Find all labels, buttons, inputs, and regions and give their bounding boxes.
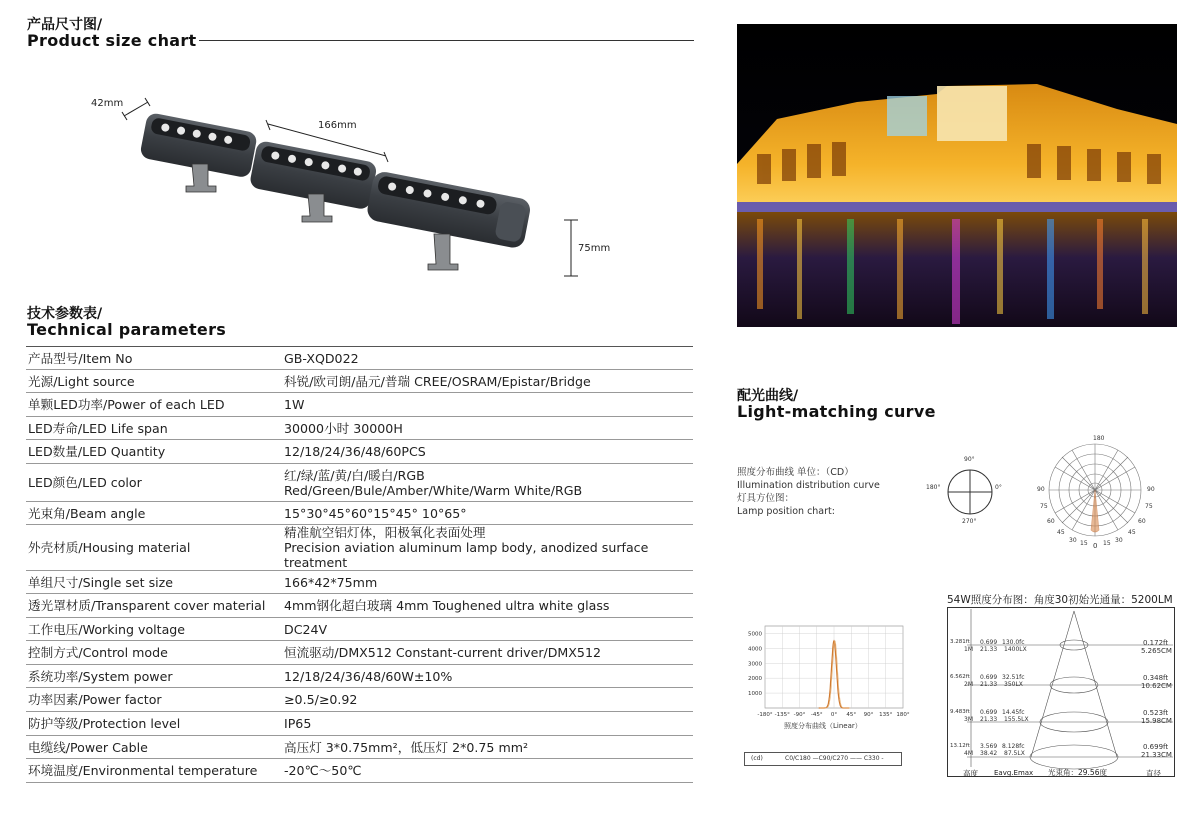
- cone-height-m: 1M: [964, 646, 973, 653]
- polar-label: 30: [1115, 537, 1123, 544]
- param-value: 红/绿/蓝/黄/白/暖白/RGB: [284, 467, 425, 483]
- table-row: [26, 712, 693, 736]
- cone-emax: 21.33: [980, 681, 998, 688]
- param-key: 外壳材质/Housing material: [26, 525, 282, 571]
- param-key: 工作电压/Working voltage: [26, 618, 282, 641]
- cone-emax: 21.33: [980, 716, 998, 723]
- param-key: 透光罩材质/Transparent cover material: [26, 594, 282, 618]
- cone-height-m: 3M: [964, 716, 973, 723]
- application-photo: [737, 24, 1177, 327]
- x-tick-label: -90°: [793, 712, 806, 718]
- table-row: [26, 665, 693, 688]
- cone-height-ft: 3.281ft: [950, 639, 970, 645]
- table-row: [26, 370, 693, 393]
- cone-height-ft: 6.562ft: [950, 674, 970, 680]
- cone-emax: 21.33: [980, 646, 998, 653]
- dim-height: 75mm: [578, 243, 611, 254]
- param-value: 高压灯 3*0.75mm²，低压灯 2*0.75 mm²: [282, 736, 693, 759]
- param-value: 科锐/欧司朗/晶元/普瑞 CREE/OSRAM/Epistar/Bridge: [282, 370, 693, 393]
- param-value: 12/18/24/36/48/60PCS: [282, 440, 693, 464]
- cone-height-ft: 9.483ft: [950, 709, 970, 715]
- param-value: 1W: [282, 393, 693, 417]
- param-value: 12/18/24/36/48/60W±10%: [282, 665, 693, 688]
- table-row: [26, 440, 693, 464]
- param-value: 4mm钢化超白玻璃 4mm Toughened ultra white glass: [282, 594, 693, 618]
- param-key: 防护等级/Protection level: [26, 712, 282, 736]
- param-key: 产品型号/Item No: [26, 347, 282, 370]
- legend-series: C0/C180 —C90/C270 —— C330 -: [785, 755, 884, 762]
- polar-label: 15: [1080, 540, 1088, 547]
- linear-legend-box: [744, 752, 902, 766]
- cone-foot-dia: 直径: [1146, 769, 1161, 778]
- cone-fc: 8.128fc: [1002, 743, 1025, 750]
- curve-title-cn: 配光曲线/: [737, 388, 799, 404]
- table-row: [26, 759, 693, 783]
- y-tick-label: 1000: [748, 691, 762, 698]
- legend-unit: (cd): [751, 755, 763, 762]
- param-value: 15°30°45°60°15°45° 10°65°: [282, 502, 693, 525]
- table-row: [26, 347, 693, 370]
- y-tick-label: 2000: [748, 676, 762, 683]
- cone-emax: 38.42: [980, 750, 998, 757]
- curve-title-en: Light-matching curve: [737, 402, 936, 421]
- param-key: 单组尺寸/Single set size: [26, 571, 282, 594]
- param-key: 电缆线/Power Cable: [26, 736, 282, 759]
- legend-line: 灯具方位图：: [737, 493, 795, 504]
- param-key: 控制方式/Control mode: [26, 641, 282, 665]
- y-tick-label: 5000: [748, 631, 762, 638]
- compass-label: 90°: [964, 456, 975, 463]
- param-key: 光源/Light source: [26, 370, 282, 393]
- polar-label: 60: [1047, 518, 1055, 525]
- table-row: [26, 641, 693, 665]
- table-row: [26, 594, 693, 618]
- cone-fc: 32.51fc: [1002, 674, 1025, 681]
- polar-label: 15: [1103, 540, 1111, 547]
- y-tick-label: 4000: [748, 646, 762, 653]
- polar-label: 30: [1069, 537, 1077, 544]
- legend-line: Lamp position chart:: [737, 506, 835, 517]
- tech-title-en: Technical parameters: [27, 320, 227, 339]
- param-key: 系统功率/System power: [26, 665, 282, 688]
- polar-label: 75: [1040, 503, 1048, 510]
- cone-eavg: 0.699: [980, 674, 998, 681]
- tech-title-cn: 技术参数表/: [27, 306, 103, 322]
- cone-height-m: 4M: [964, 750, 973, 757]
- cone-height-ft: 13.12ft: [950, 743, 970, 749]
- x-tick-label: 0°: [830, 712, 838, 718]
- table-row: [26, 417, 693, 440]
- cone-height-m: 2M: [964, 681, 973, 688]
- dim-length: 166mm: [318, 120, 357, 131]
- polar-label: 90: [1147, 486, 1155, 493]
- polar-label: 180: [1093, 435, 1105, 442]
- cone-eavg: 3.569: [980, 743, 998, 750]
- y-tick-label: 3000: [748, 661, 762, 668]
- param-key: LED数量/LED Quantity: [26, 440, 282, 464]
- param-key: 功率因素/Power factor: [26, 688, 282, 712]
- param-key: LED颜色/LED color: [26, 464, 282, 502]
- cone-eavg: 0.699: [980, 709, 998, 716]
- cone-lx: 1400LX: [1004, 646, 1027, 653]
- dim-width: 42mm: [91, 98, 124, 109]
- cone-lx: 350LX: [1004, 681, 1023, 688]
- polar-label: 45: [1128, 529, 1136, 536]
- table-row: [26, 688, 693, 712]
- cone-foot-eavg: Eavg.Emax: [994, 769, 1034, 777]
- lamp-position-compass: [942, 464, 998, 520]
- polar-label: 90: [1037, 486, 1045, 493]
- cone-title: 54W照度分布图：角度30初始光通量：5200LM: [947, 594, 1173, 606]
- param-key: 环境温度/Environmental temperature: [26, 759, 282, 783]
- param-key: LED寿命/LED Life span: [26, 417, 282, 440]
- cone-foot-beam: 光束角：29.56度: [1048, 768, 1107, 777]
- x-tick-label: -180°: [757, 712, 773, 718]
- param-key: 光束角/Beam angle: [26, 502, 282, 525]
- param-value: 30000小时 30000H: [282, 417, 693, 440]
- cone-fc: 130.0fc: [1002, 639, 1025, 646]
- cone-dia-ft: 0.523ft: [1143, 709, 1169, 717]
- compass-label: 0°: [995, 484, 1002, 491]
- polar-diagram: [1045, 440, 1145, 540]
- table-row: [26, 618, 693, 641]
- param-value-en: Precision aviation aluminum lamp body, anodized surface treatment: [284, 540, 649, 570]
- cone-dia-cm: 15.98CM: [1141, 717, 1172, 725]
- table-row: [26, 571, 693, 594]
- linear-chart: [735, 620, 915, 730]
- x-tick-label: 90°: [863, 712, 874, 718]
- param-value: 恒流驱动/DMX512 Constant-current driver/DMX512: [282, 641, 693, 665]
- cone-foot-height: 高度: [963, 769, 978, 778]
- compass-label: 270°: [962, 518, 977, 525]
- cone-dia-cm: 10.62CM: [1141, 682, 1172, 690]
- x-tick-label: -45°: [810, 712, 823, 718]
- polar-label: 0: [1093, 542, 1098, 550]
- cone-dia-cm: 5.265CM: [1141, 647, 1172, 655]
- param-value: ≥0.5/≥0.92: [282, 688, 693, 712]
- table-row: [26, 464, 693, 502]
- spec-table: [26, 346, 693, 783]
- param-value: 精准航空铝灯体，阳极氧化表面处理: [284, 525, 486, 540]
- x-tick-label: -135°: [774, 712, 790, 718]
- param-value: -20℃～50℃: [282, 759, 693, 783]
- cone-eavg: 0.699: [980, 639, 998, 646]
- cone-lx: 87.5LX: [1004, 750, 1025, 757]
- table-row: [26, 502, 693, 525]
- x-tick-label: 180°: [896, 712, 910, 718]
- size-chart-title-cn: 产品尺寸图/: [27, 17, 103, 33]
- cone-dia-cm: 21.33CM: [1141, 751, 1172, 759]
- title-rule: [199, 40, 694, 41]
- cone-dia-ft: 0.172ft: [1143, 639, 1169, 647]
- legend-line: Illumination distribution curve: [737, 480, 880, 491]
- table-row: [26, 525, 693, 571]
- polar-label: 45: [1057, 529, 1065, 536]
- param-value-en: Red/Green/Bule/Amber/White/Warm White/RGB: [284, 482, 583, 498]
- table-row: [26, 393, 693, 417]
- param-value: GB-XQD022: [282, 347, 693, 370]
- compass-label: 180°: [926, 484, 941, 491]
- x-tick-label: 135°: [879, 712, 893, 718]
- param-value: DC24V: [282, 618, 693, 641]
- size-chart-title-en: Product size chart: [27, 31, 197, 50]
- cone-dia-ft: 0.699ft: [1143, 743, 1169, 751]
- polar-label: 60: [1138, 518, 1146, 525]
- param-value: IP65: [282, 712, 693, 736]
- polar-label: 75: [1145, 503, 1153, 510]
- param-key: 单颗LED功率/Power of each LED: [26, 393, 282, 417]
- linear-chart-title: 照度分布曲线（Linear）: [784, 722, 862, 730]
- param-value: 166*42*75mm: [282, 571, 693, 594]
- curve-legend: [737, 466, 927, 518]
- cone-dia-ft: 0.348ft: [1143, 674, 1169, 682]
- table-row: [26, 736, 693, 759]
- cone-fc: 14.45fc: [1002, 709, 1025, 716]
- x-tick-label: 45°: [846, 712, 857, 718]
- legend-line: 照度分布曲线 单位：（CD）: [737, 467, 854, 478]
- cone-lx: 155.5LX: [1004, 716, 1029, 723]
